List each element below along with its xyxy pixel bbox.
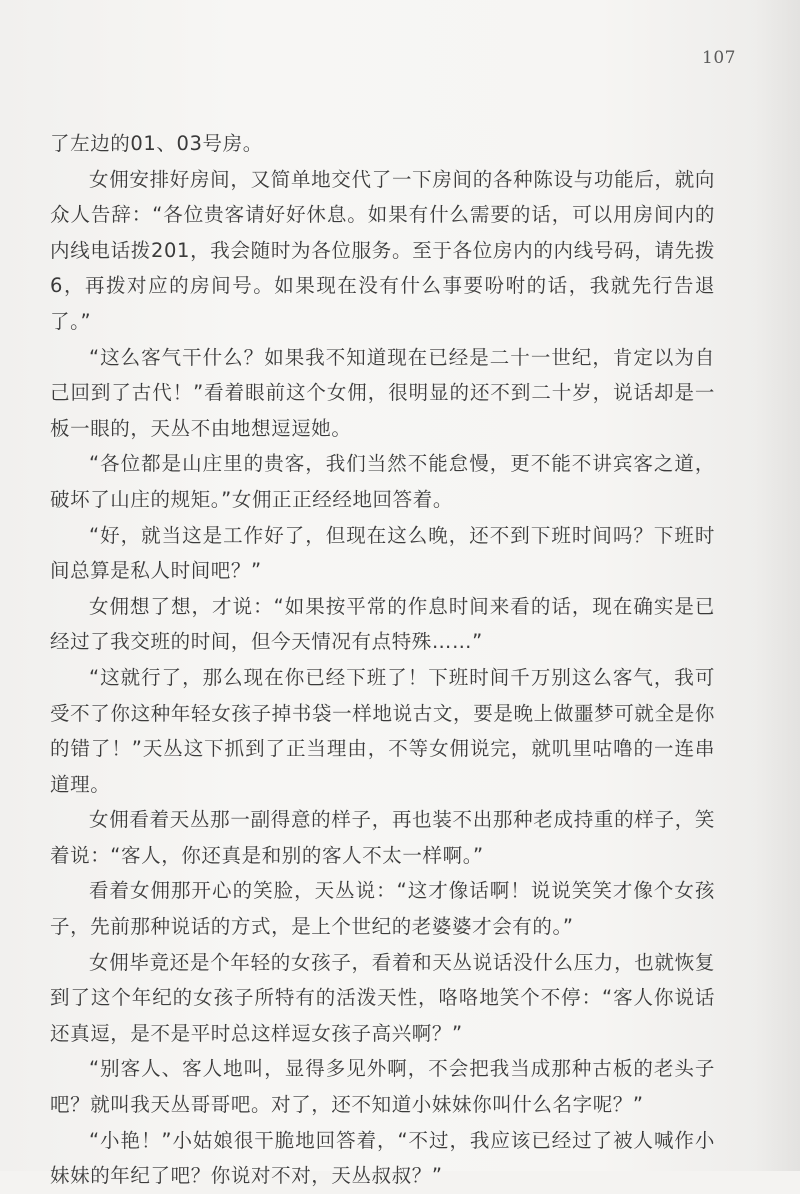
paragraph: “小艳！”小姑娘很干脆地回答着，“不过，我应该已经过了被人喊作小妹妹的年纪了吧？你说对不对，天丛叔叔？”	[50, 1128, 715, 1188]
paragraph: “这就行了，那么现在你已经下班了！下班时间千万别这么客气，我可受不了你这种年轻女孩子掉书袋一样地说古文，要是晚上做噩梦可就全是你的错了！”天丛这下抓到了正当理由，不等女佣说完，就叽里咕噜的一连串道理。	[50, 665, 715, 796]
page-edge-shadow	[754, 0, 800, 1171]
paragraph: 女佣想了想，才说：“如果按平常的作息时间来看的话，现在确实是已经过了我交班的时间，但今天情况有点特殊……”	[50, 594, 715, 654]
paragraph: 了左边的01、03号房。	[50, 132, 263, 155]
paragraph: “各位都是山庄里的贵客，我们当然不能怠慢，更不能不讲宾客之道，破坏了山庄的规矩。”女佣正正经经地回答着。	[50, 452, 715, 511]
body-text	[50, 126, 715, 1194]
paragraph: 女佣看着天丛那一副得意的样子，再也装不出那种老成持重的样子，笑着说：“客人，你还真是和别的客人不太一样啊。”	[50, 808, 715, 867]
paragraph: 女佣毕竟还是个年轻的女孩子，看着和天丛说话没什么压力，也就恢复到了这个年纪的女孩子所特有的活泼天性，咯咯地笑个不停：“客人你说话还真逗，是不是平时总这样逗女孩子高兴啊？”	[50, 950, 715, 1045]
paragraph: “好，就当这是工作好了，但现在这么晚，还不到下班时间吗？下班时间总算是私人时间吧？”	[50, 523, 715, 583]
paragraph: 看着女佣那开心的笑脸，天丛说：“这才像话啊！说说笑笑才像个女孩子，先前那种说话的方式，是上个世纪的老婆婆才会有的。”	[50, 879, 715, 939]
paragraph: “别客人、客人地叫，显得多见外啊，不会把我当成那种古板的老头子吧？就叫我天丛哥哥吧。对了，还不知道小妹妹你叫什么名字呢？”	[50, 1057, 715, 1117]
paragraph: 女佣安排好房间，又简单地交代了一下房间的各种陈设与功能后，就向众人告辞：“各位贵客请好好休息。如果有什么需要的话，可以用房间内的内线电话拨201，我会随时为各位服务。至于各位房内的内线号码，请先拨6，再拨对应的房间号。如果现在没有什么事要吩咐的话，我就先行告退了。”	[50, 167, 715, 333]
paragraph: “这么客气干什么？如果我不知道现在已经是二十一世纪，肯定以为自己回到了古代！”看着眼前这个女佣，很明显的还不到二十岁，说话却是一板一眼的，天丛不由地想逗逗她。	[50, 345, 715, 440]
page-number: 107	[702, 48, 736, 68]
